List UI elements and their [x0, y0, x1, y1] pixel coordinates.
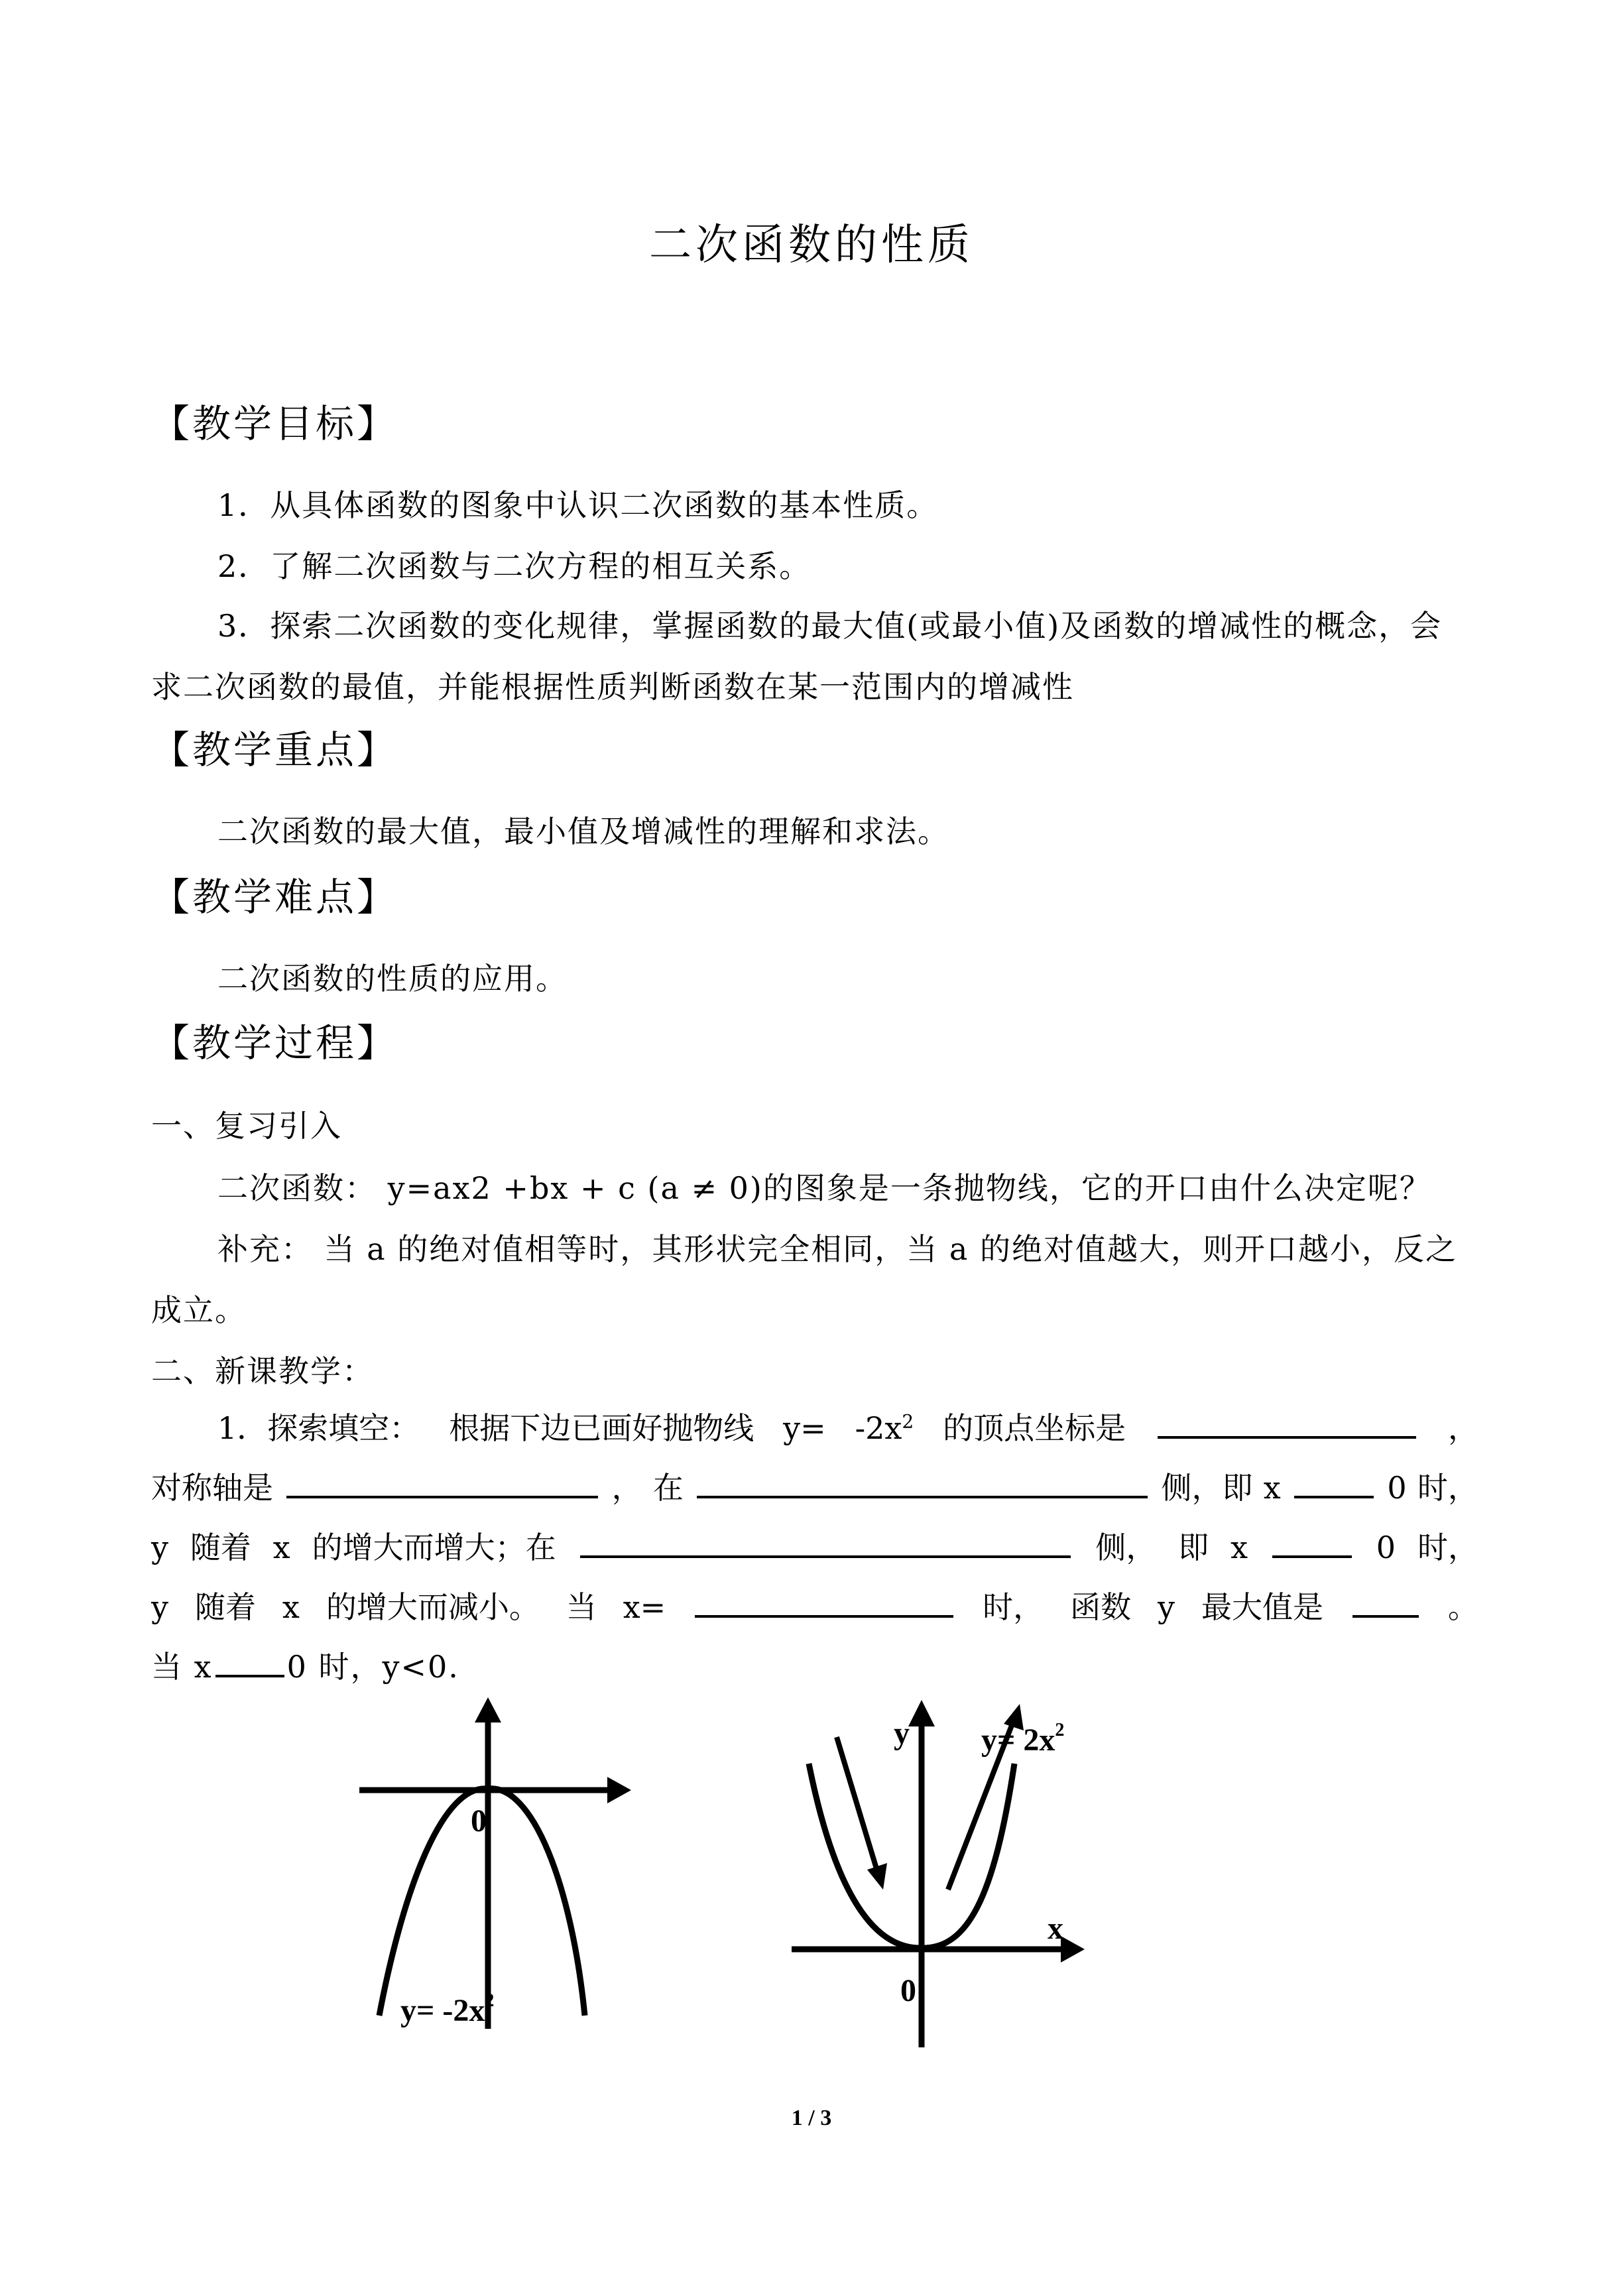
- goal-1: 1．从具体函数的图象中认识二次函数的基本性质。: [217, 487, 939, 523]
- function-label: $y= -2x^2$: [400, 1990, 495, 2028]
- x-axis-arrow: [607, 1777, 631, 1803]
- y-axis-label: y: [894, 1716, 910, 1751]
- explore-label: 1．探索填空：: [217, 1410, 420, 1446]
- y-axis-arrow: [908, 1700, 935, 1726]
- goals-heading: 【教学目标】: [151, 401, 398, 446]
- blank-x-value[interactable]: [695, 1589, 953, 1618]
- explore-line-4: y 随着 x 的增大而减小。 当 x= 时， 函数 y 最大值是 。: [151, 1589, 1478, 1625]
- origin-label: 0: [471, 1803, 487, 1839]
- explore-line-3: y 随着 x 的增大而增大；在 侧， 即 x 0 时，: [151, 1530, 1478, 1565]
- blank-sign-3[interactable]: [215, 1648, 284, 1677]
- part-2-title: 二、新课教学：: [151, 1353, 374, 1389]
- blank-side-2[interactable]: [580, 1529, 1071, 1558]
- blank-max-value[interactable]: [1352, 1589, 1419, 1618]
- x-axis-label: x: [1048, 1911, 1063, 1946]
- page-number: 1 / 3: [791, 2106, 832, 2130]
- y-axis-arrow: [475, 1697, 501, 1722]
- explore-line-5: 当 x 0 时，y<0.: [151, 1649, 459, 1685]
- graph-upward-parabola: [782, 1684, 1127, 2055]
- goal-3-line-2: 求二次函数的最值，并能根据性质判断函数在某一范围内的增减性: [151, 669, 1074, 705]
- decreasing-arrow: [837, 1737, 878, 1873]
- supplement-line-1: 补充： 当 a 的绝对值相等时，其形状完全相同，当 a 的绝对值越大，则开口越小，反之: [217, 1231, 1457, 1267]
- difficulties-text: 二次函数的性质的应用。: [217, 961, 568, 997]
- origin-label: 0: [900, 1973, 916, 2008]
- difficulties-heading: 【教学难点】: [151, 875, 398, 920]
- blank-side-1[interactable]: [697, 1469, 1148, 1498]
- key-points-heading: 【教学重点】: [151, 727, 398, 772]
- blank-sign-2[interactable]: [1272, 1529, 1352, 1558]
- blank-vertex[interactable]: [1158, 1410, 1416, 1439]
- function-label: $y= 2x^2$: [981, 1720, 1065, 1758]
- explore-line-2: 对称轴是 ， 在 侧，即 x 0 时，: [151, 1470, 1478, 1506]
- x-axis-arrow: [1061, 1936, 1085, 1963]
- explore-line-1: 1．探索填空： 根据下边已画好抛物线 y= $-2x^2$ 的顶点坐标是 ，: [217, 1404, 1478, 1448]
- supplement-line-2: 成立。: [151, 1292, 247, 1328]
- graph-downward-parabola: [345, 1684, 690, 2042]
- page-title: 二次函数的性质: [649, 221, 974, 270]
- goal-2: 2．了解二次函数与二次方程的相互关系。: [217, 548, 812, 584]
- blank-sign-1[interactable]: [1294, 1469, 1374, 1498]
- goal-3-line-1: 3．探索二次函数的变化规律，掌握函数的最大值(或最小值)及函数的增减性的概念，会: [217, 608, 1443, 644]
- process-heading: 【教学过程】: [151, 1020, 398, 1065]
- key-points-text: 二次函数的最大值，最小值及增减性的理解和求法。: [217, 814, 949, 849]
- blank-axis[interactable]: [286, 1469, 598, 1498]
- part-1-title: 一、复习引入: [151, 1108, 342, 1144]
- decreasing-arrowhead: [867, 1863, 887, 1890]
- quadratic-line: 二次函数： y=ax2 +bx + c (a ≠ 0)的图象是一条抛物线，它的开口由什么决定呢？: [217, 1170, 1431, 1206]
